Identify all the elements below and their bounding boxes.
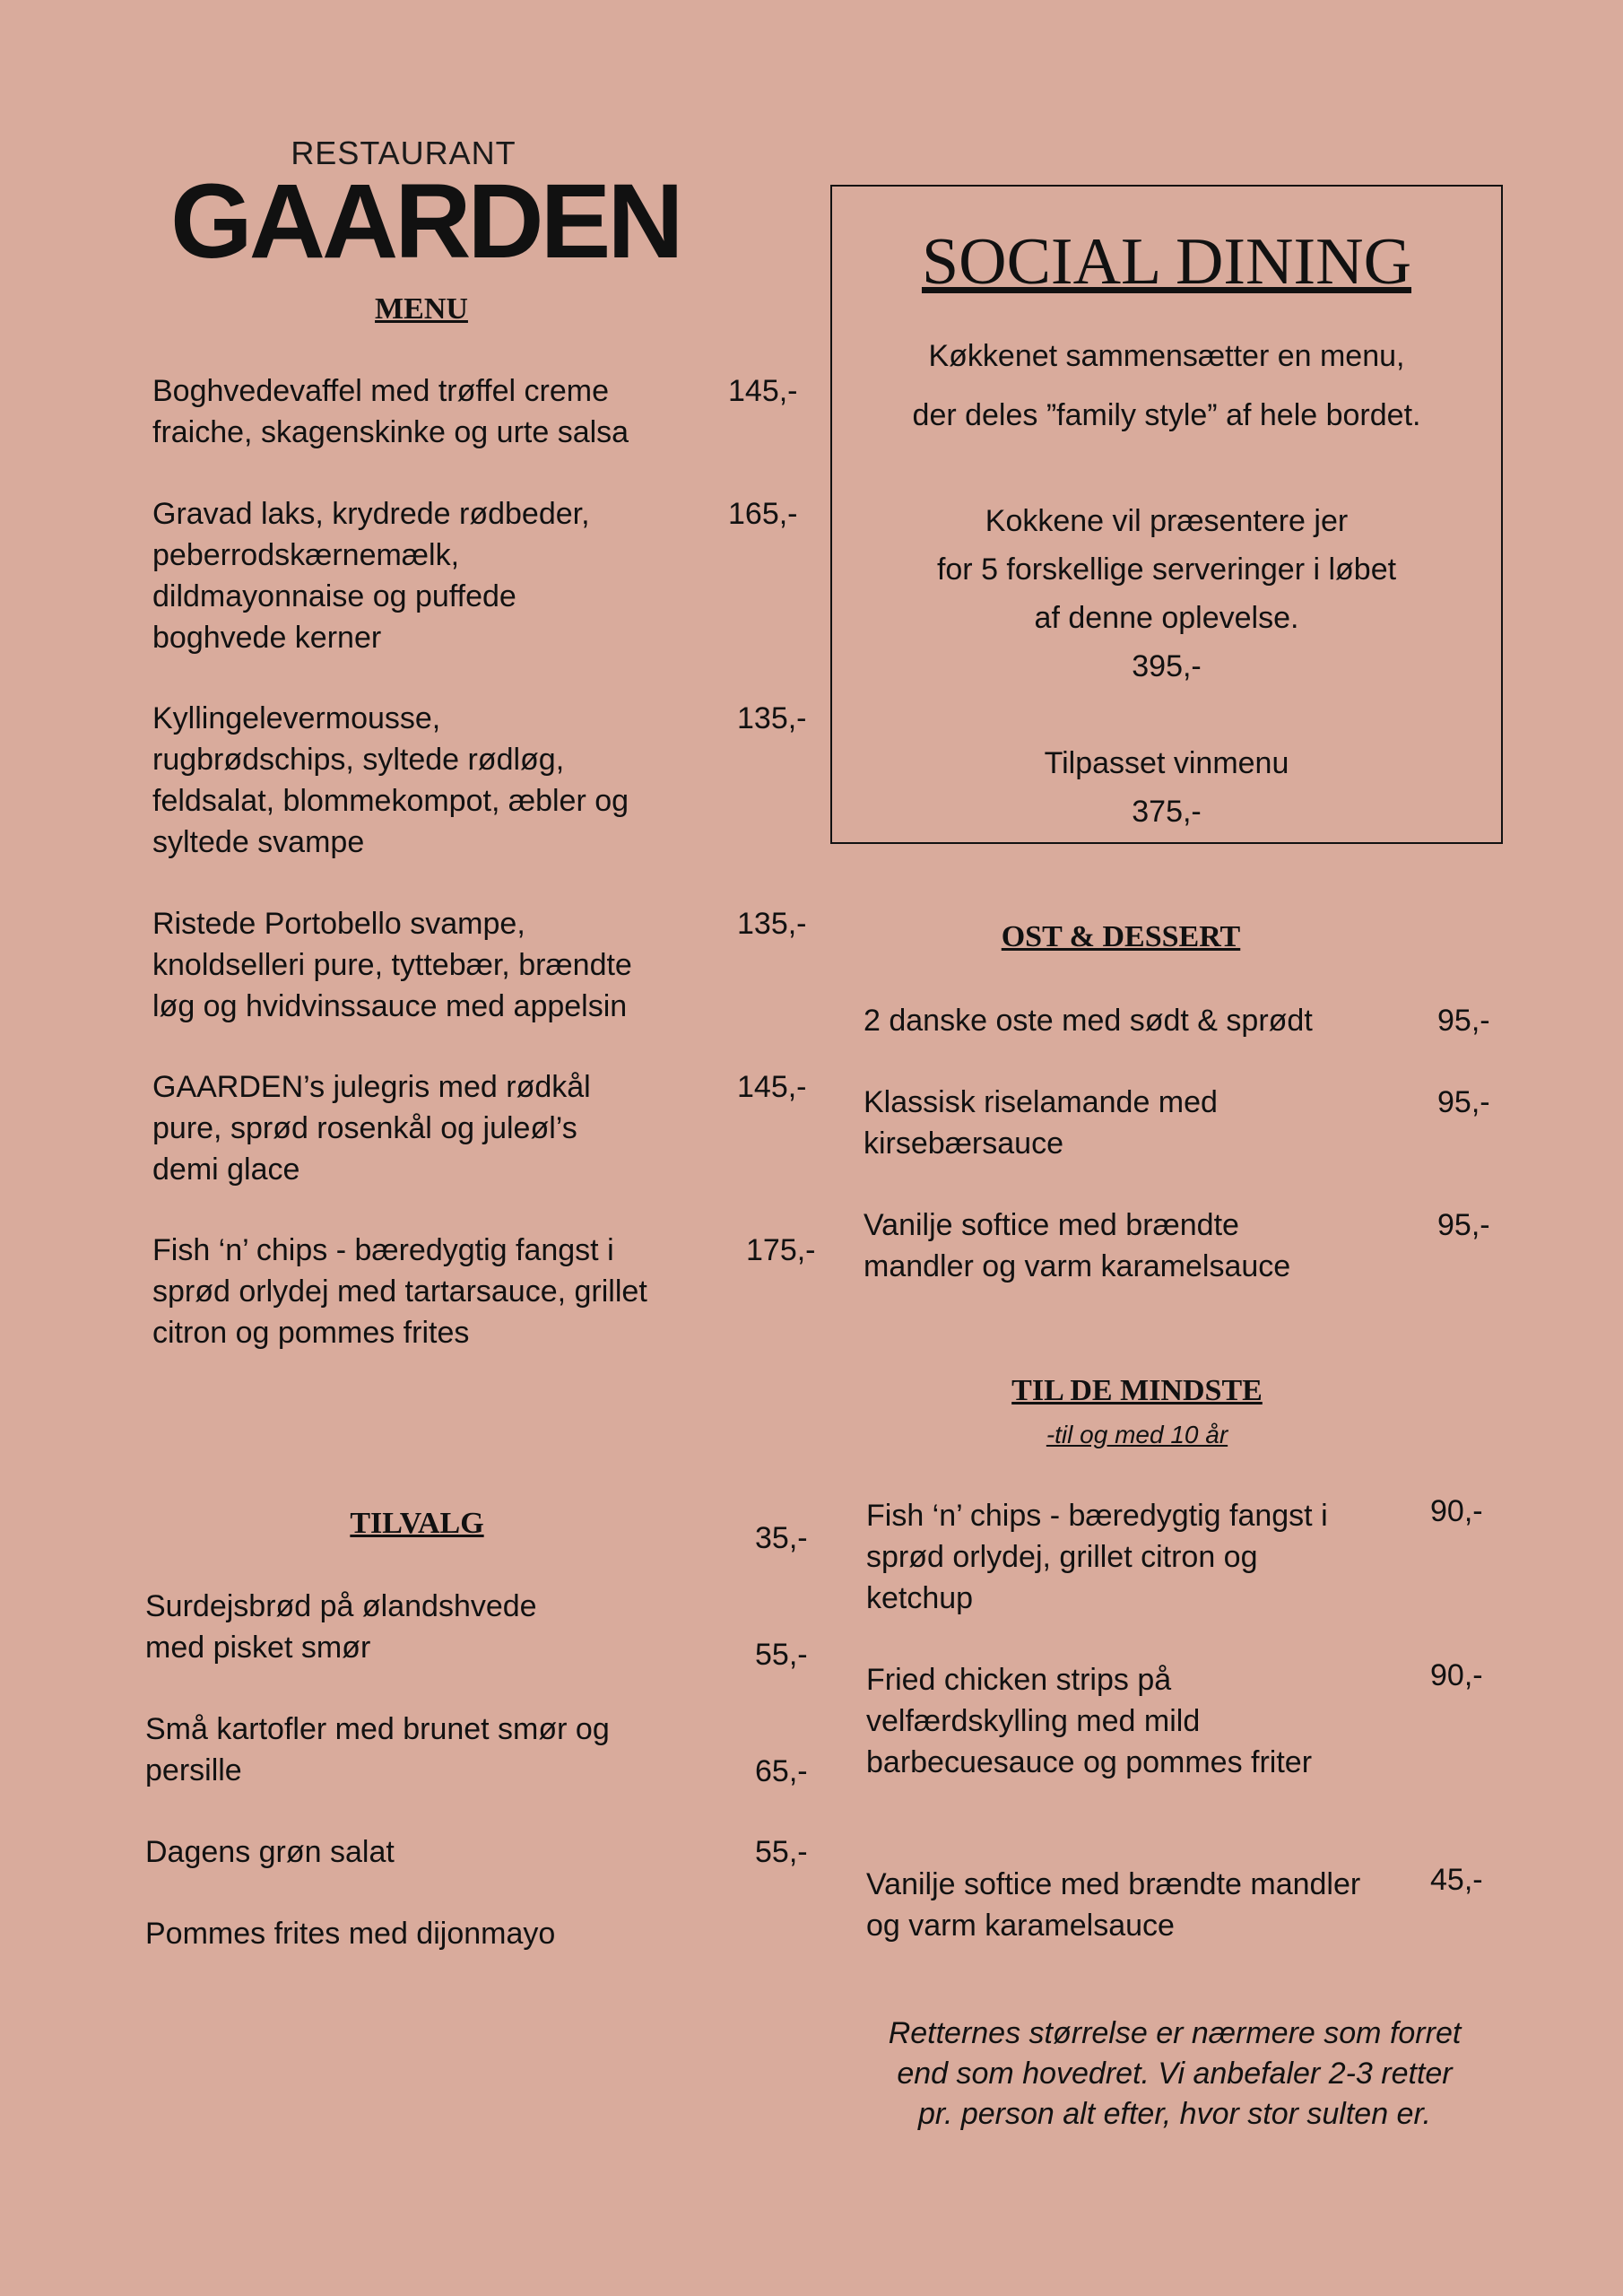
menu-item-1-price: 145,- xyxy=(728,374,798,408)
social-dining-body: Kokkene vil præsentere jer for 5 forskellige serveringer i løbet af denne oplevelse. 395,- xyxy=(830,497,1503,691)
tilvalg-item-2-price: 55,- xyxy=(755,1638,808,1672)
tilvalg-item-1: Surdejsbrød på ølandshvede med pisket smør xyxy=(145,1589,537,1665)
logo-subtitle: RESTAURANT xyxy=(291,135,516,171)
menu-item-5-price: 145,- xyxy=(737,1070,807,1104)
kids-subheading: -til og med 10 år xyxy=(1046,1421,1228,1448)
kids-item-1-price: 90,- xyxy=(1430,1494,1483,1528)
menu-item-2: Gravad laks, krydrede rødbeder, peberrodskærnemælk, dildmayonnaise og puffede boghvede kerner xyxy=(152,497,590,655)
dessert-item-2-price: 95,- xyxy=(1437,1085,1490,1119)
portion-note: Retternes størrelse er nærmere som forret end som hovedret. Vi anbefaler 2-3 retter pr. person alt efter, hvor stor sulten er. xyxy=(888,2016,1462,2131)
tilvalg-item-3: Dagens grøn salat xyxy=(145,1835,395,1869)
kids-item-3: Vanilje softice med brændte mandler og varm karamelsauce xyxy=(866,1867,1361,1943)
menu-item-6: Fish ‘n’ chips - bæredygtig fangst i sprød orlydej med tartarsauce, grillet citron og pommes frites xyxy=(152,1233,647,1350)
logo-title: GAARDEN xyxy=(170,162,681,281)
tilvalg-item-4-price: 55,- xyxy=(755,1835,808,1869)
menu-item-4-price: 135,- xyxy=(737,907,807,941)
menu-item-6-price: 175,- xyxy=(746,1233,816,1267)
menu-item-2-price: 165,- xyxy=(728,497,798,531)
menu-item-3-price: 135,- xyxy=(737,701,807,735)
tilvalg-heading: TILVALG xyxy=(350,1507,484,1540)
kids-item-2: Fried chicken strips på velfærdskylling med mild barbecuesauce og pommes friter xyxy=(866,1663,1313,1779)
tilvalg-item-4: Pommes frites med dijonmayo xyxy=(145,1917,556,1951)
tilvalg-item-3-price: 65,- xyxy=(755,1754,808,1788)
dessert-heading: OST & DESSERT xyxy=(1001,920,1241,953)
tilvalg-item-1-price: 35,- xyxy=(755,1521,808,1555)
menu-item-3: Kyllingelevermousse, rugbrødschips, syltede rødløg, feldsalat, blommekompot, æbler og syltede svampe xyxy=(152,701,629,859)
kids-item-1: Fish ‘n’ chips - bæredygtig fangst i sprød orlydej, grillet citron og ketchup xyxy=(866,1499,1328,1615)
wine-menu-price: 375,- xyxy=(1132,795,1202,829)
dessert-item-3-price: 95,- xyxy=(1437,1208,1490,1242)
social-dining-price: 395,- xyxy=(1132,649,1202,683)
menu-item-5: GAARDEN’s julegris med rødkål pure, sprød rosenkål og juleøl’s demi glace xyxy=(152,1070,591,1187)
tilvalg-item-2: Små kartofler med brunet smør og persille xyxy=(145,1712,610,1787)
dessert-item-1: 2 danske oste med sødt & sprødt xyxy=(864,1004,1313,1038)
dessert-item-1-price: 95,- xyxy=(1437,1004,1490,1038)
social-dining-wine xyxy=(830,739,1503,836)
menu-item-4: Ristede Portobello svampe, knoldselleri pure, tyttebær, brændte løg og hvidvinssauce med appelsin xyxy=(152,907,632,1023)
dessert-item-2: Klassisk riselamande med kirsebærsauce xyxy=(864,1085,1218,1161)
menu-heading: MENU xyxy=(375,292,468,326)
social-dining-title: SOCIAL DINING xyxy=(921,225,1412,299)
social-dining-intro: Køkkenet sammensætter en menu, der deles ”family style” af hele bordet. xyxy=(912,339,1421,432)
kids-heading: TIL DE MINDSTE xyxy=(1011,1374,1263,1407)
wine-menu-label: Tilpasset vinmenu xyxy=(1044,746,1289,780)
dessert-item-3: Vanilje softice med brændte mandler og varm karamelsauce xyxy=(864,1208,1291,1283)
kids-item-2-price: 90,- xyxy=(1430,1658,1483,1692)
menu-item-1: Boghvedevaffel med trøffel creme fraiche, skagenskinke og urte salsa xyxy=(152,374,629,449)
kids-item-3-price: 45,- xyxy=(1430,1863,1483,1897)
